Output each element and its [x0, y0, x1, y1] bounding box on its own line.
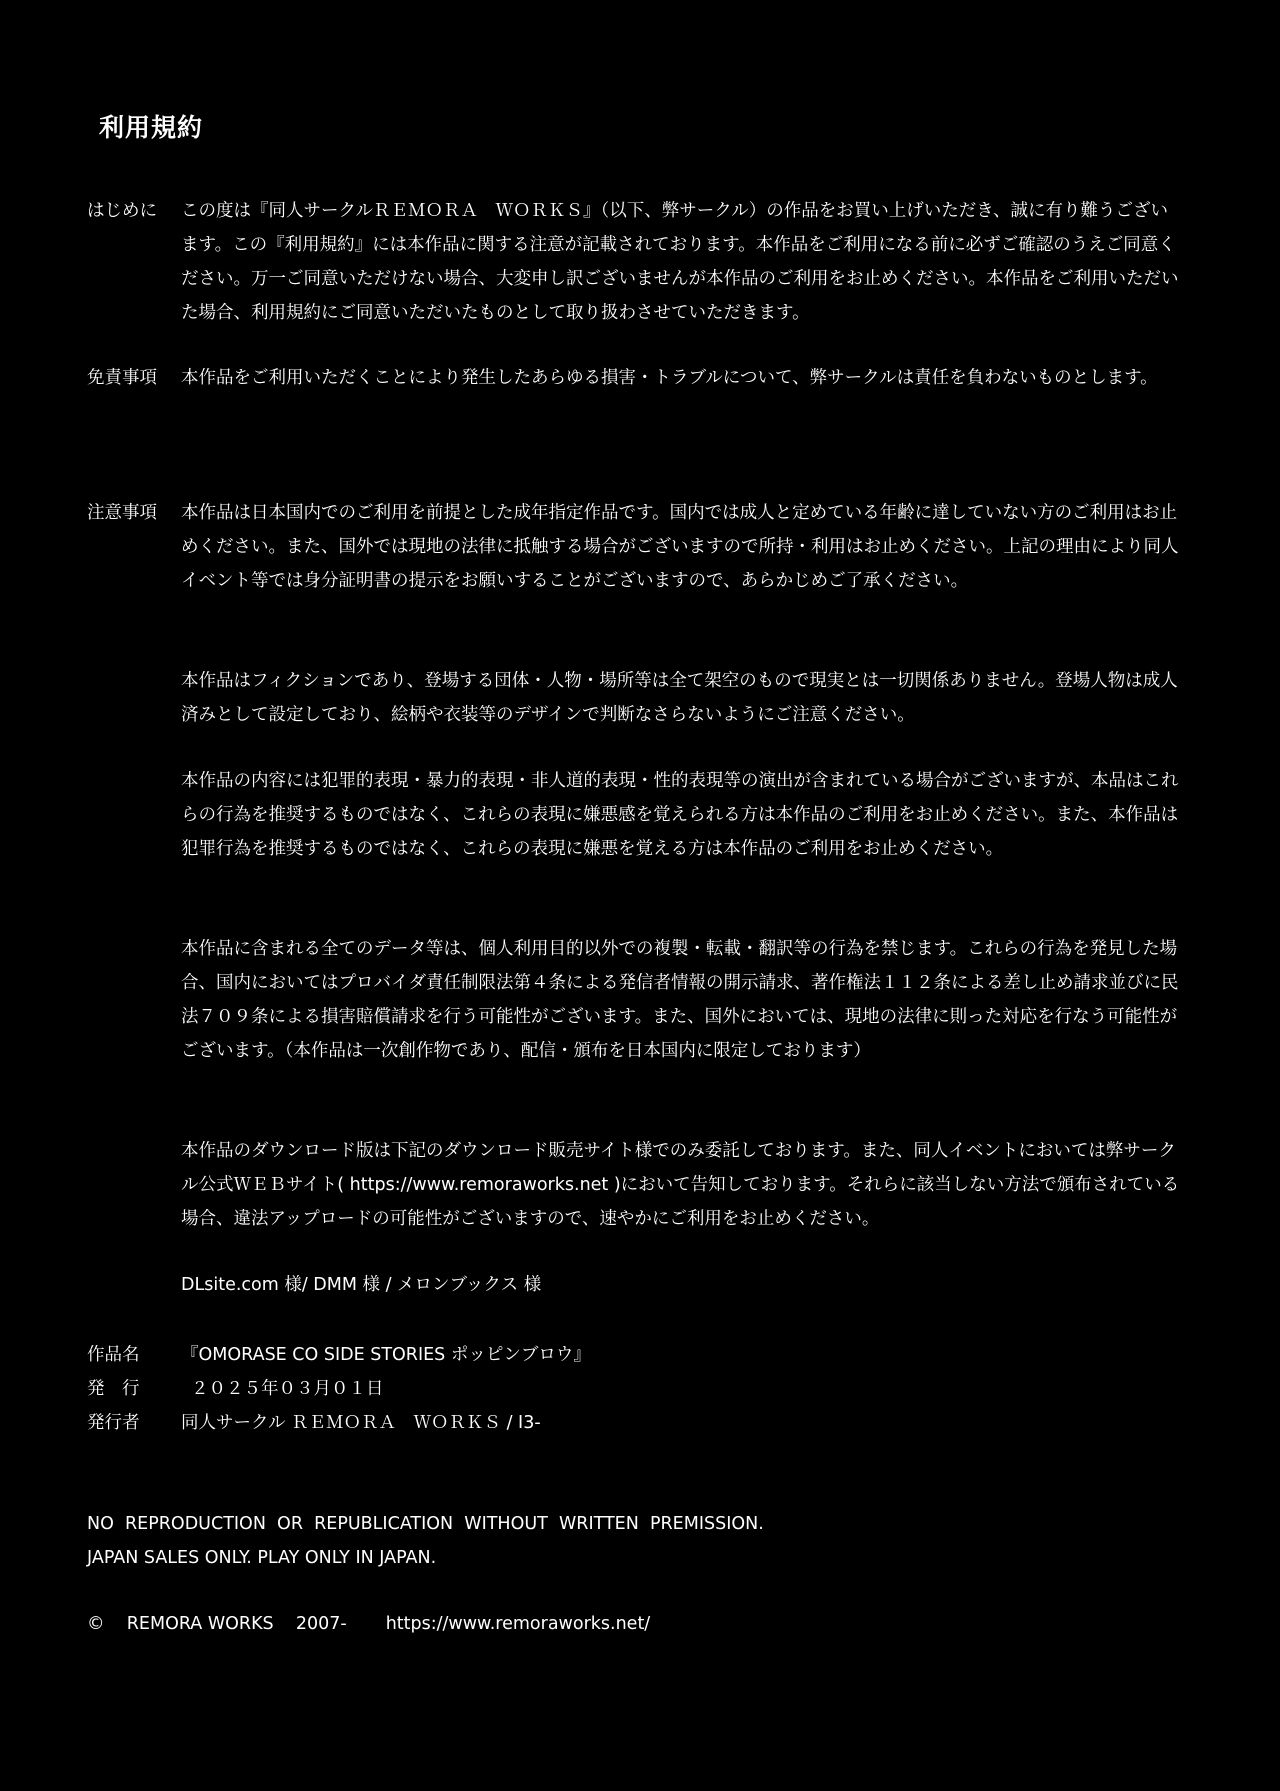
notes-paragraph-fiction: 本作品はフィクションであり、登場する団体・人物・場所等は全て架空のもので現実とは一切関係ありません。登場人物は成人済みとして設定しており、絵柄や衣装等のデザインで判断なさらないようにご注意ください。 — [181, 671, 1178, 725]
notes-paragraph-distribution: 本作品のダウンロード版は下記のダウンロード販売サイト様でのみ委託しております。また、同人イベントにおいては弊サークル公式ＷＥＢサイト( https://www.remoraworks.net )において告知しております。それらに該当しない方法で頒布されている場合、違法アップロードの可能性がございますので、速やかにご利用をお止めください。 — [181, 1141, 1180, 1229]
publisher-row — [87, 1406, 541, 1440]
publisher-value: 同人サークル ＲＥＭＯＲＡ ＷＯＲＫＳ / I3- — [181, 1413, 541, 1433]
work-title-row — [87, 1338, 591, 1372]
notes-paragraph-content: 本作品の内容には犯罪的表現・暴力的表現・非人道的表現・性的表現等の演出が含まれている場合がございますが、本品はこれらの行為を推奨するものではなく、これらの表現に嫌悪感を覚えられる方は本作品のご利用をお止めください。また、本作品は犯罪行為を推奨するものではなく、これらの表現に嫌悪を覚える方は本作品のご利用をお止めください。 — [181, 771, 1179, 859]
work-title-label: 作品名 — [87, 1345, 140, 1365]
copyright-line: © REMORA WORKS 2007- https://www.remoraworks.net/ — [87, 1614, 651, 1634]
intro-text: この度は『同人サークルＲＥＭＯＲＡ ＷＯＲＫＳ』（以下、弊サークル）の作品をお買い上げいただき、誠に有り難うございます。この『利用規約』には本作品に関する注意が記載されております。本作品をご利用になる前に必ずご確認のうえご同意ください。万一ご同意いただけない場合、大変申し訳ございませんが本作品のご利用をお止めください。本作品をご利用いただいた場合、利用規約にご同意いただいたものとして取り扱わさせていただきます。 — [181, 201, 1179, 323]
publish-date-value: ２０２５年０３月０１日 — [191, 1379, 384, 1399]
notes-paragraph-copyright: 本作品に含まれる全てのデータ等は、個人利用目的以外での複製・転載・翻訳等の行為を禁じます。これらの行為を発見した場合、国内においてはプロバイダ責任制限法第４条による発信者情報の開示請求、著作権法１１２条による差し止め請求並びに民法７０９条による損害賠償請求を行う可能性がございます。また、国外においては、現地の法律に則った対応を行なう可能性がございます。（本作品は一次創作物であり、配信・頒布を日本国内に限定しております） — [181, 939, 1179, 1061]
notes-label: 注意事項 — [87, 503, 157, 523]
disclaimer-text: 本作品をご利用いただくことにより発生したあらゆる損害・トラブルについて、弊サークルは責任を負わないものとします。 — [181, 368, 1158, 388]
work-title-value: 『OMORASE CO SIDE STORIES ポッピンブロウ』 — [181, 1345, 591, 1365]
publish-date-label: 発 行 — [87, 1379, 140, 1399]
notes-paragraph-age: 本作品は日本国内でのご利用を前提とした成年指定作品です。国内では成人と定めている年齢に達していない方のご利用はお止めください。また、国外では現地の法律に抵触する場合がございますので所持・利用はお止めください。上記の理由により同人イベント等では身分証明書の提示をお願いすることがございますので、あらかじめご了承ください。 — [181, 503, 1179, 591]
publisher-label: 発行者 — [87, 1413, 140, 1433]
page-title: 利用規約 — [99, 113, 204, 142]
intro-label: はじめに — [87, 201, 157, 221]
japan-only-notice: JAPAN SALES ONLY. PLAY ONLY IN JAPAN. — [87, 1548, 437, 1568]
no-reproduction-notice: NO REPRODUCTION OR REPUBLICATION WITHOUT WRITTEN PREMISSION. — [87, 1514, 764, 1534]
notes-paragraph-stores: DLsite.com 様/ DMM 様 / メロンブックス 様 — [181, 1275, 542, 1295]
disclaimer-label: 免責事項 — [87, 368, 157, 388]
publish-date-row — [87, 1372, 384, 1406]
